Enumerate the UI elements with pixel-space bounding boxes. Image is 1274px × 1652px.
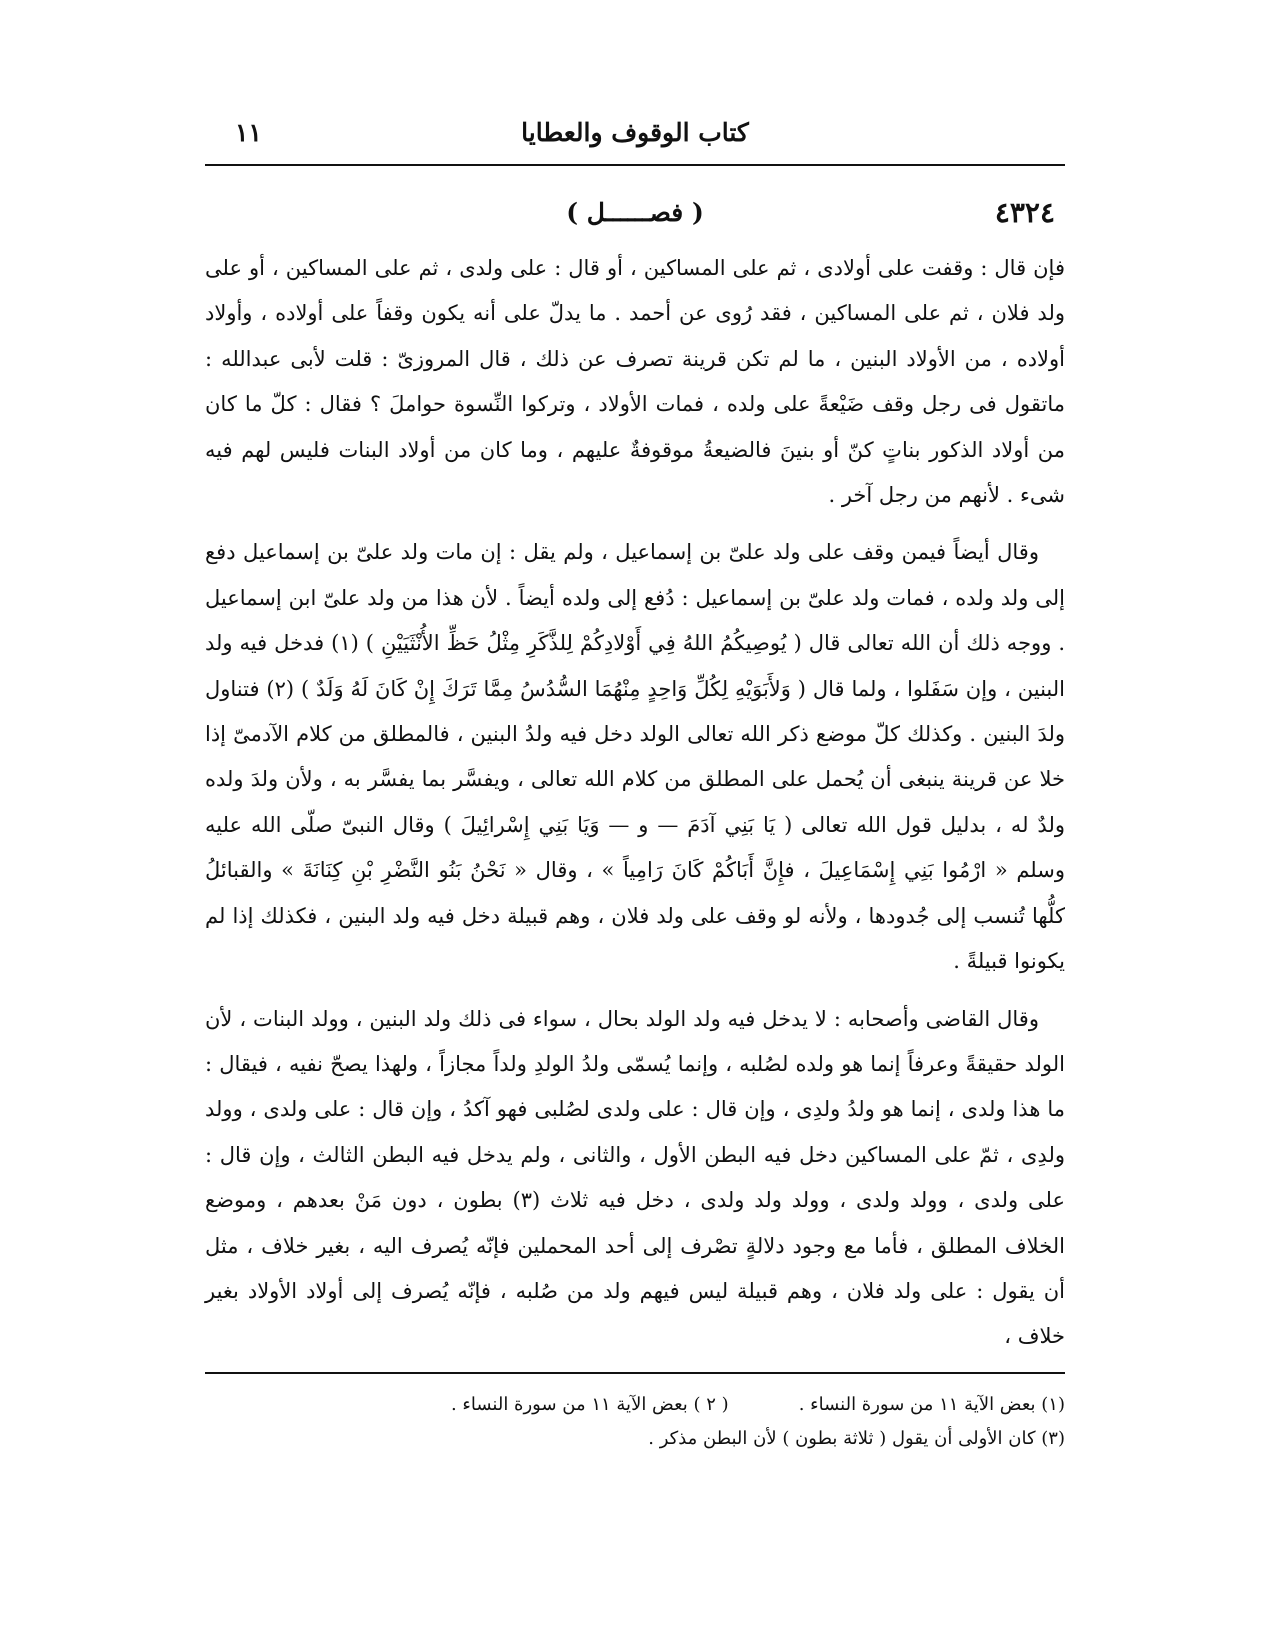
header-rule [205,164,1065,166]
footnote-row [205,1388,1065,1422]
section-heading [205,196,1065,242]
page-header [205,112,1065,156]
section-number: ٤٣٢٤ [994,196,1055,229]
section-title: ( فصــــــل ) [566,198,704,227]
footnote-rule [205,1372,1065,1374]
footnotes [205,1388,1065,1456]
footnote-3: (٣) كان الأولى أن يقول ( ثلاثة بطون ) لأن البطن مذكر . [648,1427,1065,1449]
footnote-1: (١) بعض الآية ١١ من سورة النساء . [798,1393,1065,1415]
page-number: ١١ [235,118,262,147]
book-page [205,112,1065,1456]
body-text [205,246,1065,1360]
footnote-2: ( ٢ ) بعض الآية ١١ من سورة النساء . [450,1393,729,1415]
paragraph-2: وقال أيضاً فيمن وقف على ولد علىّ بن إسماعيل ، ولم يقل : إن مات ولد علىّ بن إسماعيل دفع إلى ولد ولده ، فمات ولد علىّ بن إسماعيل : دُفع إلى ولده أيضاً . لأن هذا من ولد علىّ ابن إسماعيل . ووجه ذلك أن الله تعالى قال ( يُوصِيكُمُ اللهُ فِي أَوْلادِكُمْ لِلذَّكَرِ مِثْلُ حَظِّ الأُنْثَيَيْنِ ) (١) فدخل فيه ولد البنين ، وإن سَفَلوا ، ولما قال ( وَلأَبَوَيْهِ لِكُلِّ وَاحِدٍ مِنْهُمَا السُّدُسُ مِمَّا تَرَكَ إِنْ كَانَ لَهُ وَلَدٌ ) (٢) فتناول ولدَ البنين . وكذلك كلّ موضع ذكر الله تعالى الولد دخل فيه ولدُ البنين ، فالمطلق من كلام الآدمىّ إذا خلا عن قرينة ينبغى أن يُحمل على المطلق من كلام الله تعالى ، ويفسَّر بما يفسَّر به ، ولأن ولدَ ولده ولدٌ له ، بدليل قول الله تعالى ( يَا بَنِي آدَمَ — و — وَيَا بَنِي إِسْرائِيلَ ) وقال النبىّ صلّى الله عليه وسلم « ارْمُوا بَنِي إِسْمَاعِيلَ ، فإِنَّ أَبَاكُمْ كَانَ رَامِياً » ، وقال « نَحْنُ بَنُو النَّضْرِ بْنِ كِنَانَةَ » والقبائلُ كلُّها تُنسب إلى جُدودها ، ولأنه لو وقف على ولد فلان ، وهم قبيلة دخل فيه ولد البنين ، فكذلك إذا لم يكونوا قبيلةً . [205,540,1065,974]
paragraph-3: وقال القاضى وأصحابه : لا يدخل فيه ولد الولد بحال ، سواء فى ذلك ولد البنين ، وولد البنات ، لأن الولد حقيقةً وعرفاً إنما هو ولده لصُلبه ، وإنما يُسمّى ولدُ الولدِ ولداً مجازاً ، ولهذا يصحّ نفيه ، فيقال : ما هذا ولدى ، إنما هو ولدُ ولدِى ، وإن قال : على ولدى لصُلبى فهو آكدُ ، وإن قال : على ولدى ، وولد ولدِى ، ثمّ على المساكين دخل فيه البطن الأول ، والثانى ، ولم يدخل فيه البطن الثالث ، وإن قال : على ولدى ، وولد ولدى ، وولد ولد ولدى ، دخل فيه ثلاث (٣) بطون ، دون مَنْ بعدهم ، وموضع الخلاف المطلق ، فأما مع وجود دلالةٍ تصْرف إلى أحد المحملين فإنّه يُصرف اليه ، بغير خلاف ، مثل أن يقول : على ولد فلان ، وهم قبيلة ليس فيهم ولد من صُلبه ، فإنّه يُصرف إلى أولاد الأولاد بغير خلاف ، [205,1006,1066,1349]
paragraph-1: فإن قال : وقفت على أولادى ، ثم على المساكين ، أو قال : على ولدى ، ثم على المساكين ، أو على ولد فلان ، ثم على المساكين ، فقد رُوى عن أحمد . ما يدلّ على أنه يكون وقفاً على أولاده ، وأولاد أولاده ، من الأولاد البنين ، ما لم تكن قرينة تصرف عن ذلك ، قال المروزىّ : قلت لأبى عبدالله : ماتقول فى رجل وقف ضَيْعةً على ولده ، فمات الأولاد ، وتركوا النِّسوة حواملَ ؟ فقال : كلّ ما كان من أولاد الذكور بناتٍ كنّ أو بنينَ فالضيعةُ موقوفةٌ عليهم ، وما كان من أولاد البنات فليس لهم فيه شىء . لأنهم من رجل آخر . [205,256,1065,508]
running-title: كتاب الوقوف والعطايا [521,118,749,147]
